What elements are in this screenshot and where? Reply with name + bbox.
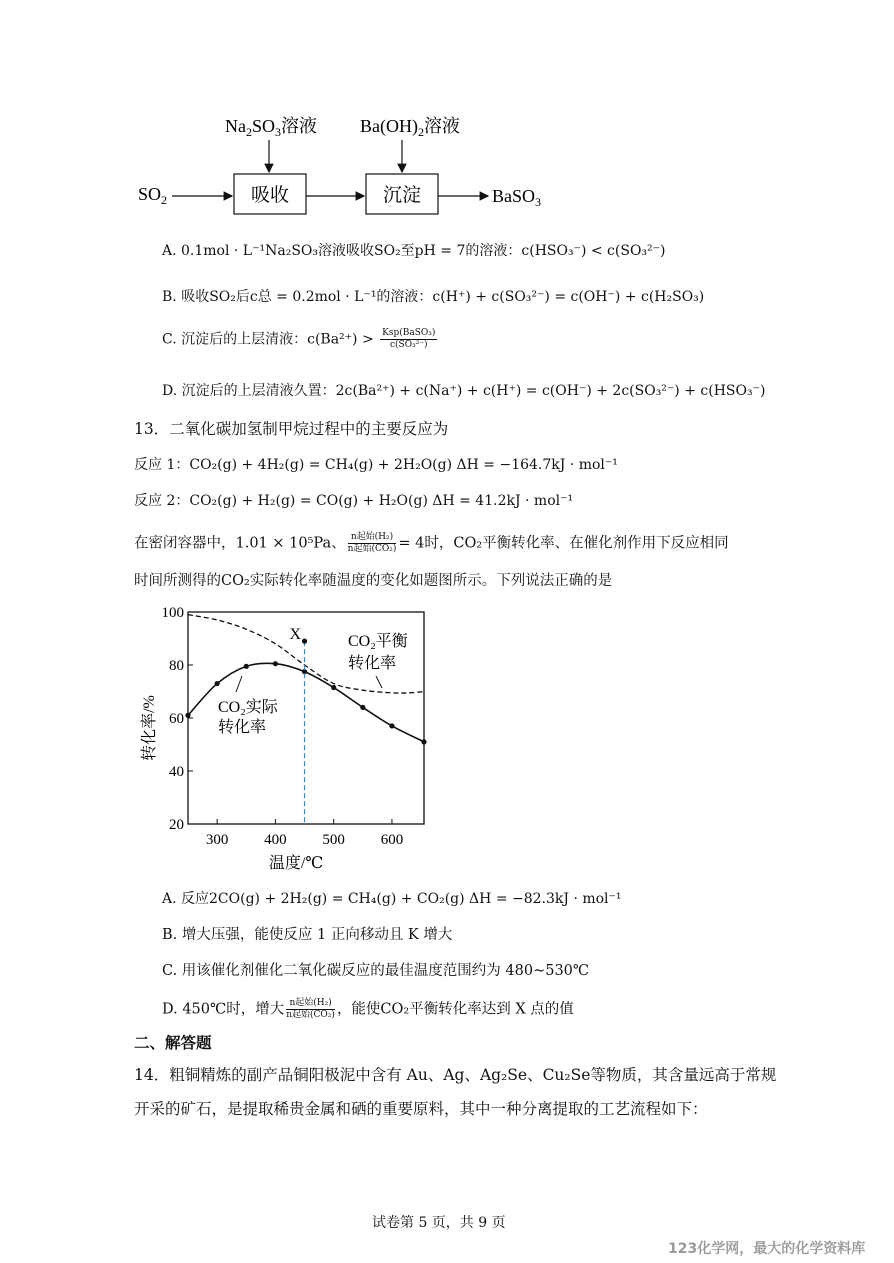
actual-label: CO₂实际 [218,699,278,716]
q13-stem: 13．二氧化碳加氢制甲烷过程中的主要反应为 [134,420,449,438]
q13-option-d[interactable] [162,998,574,1021]
conversion-rate-chart [130,598,450,878]
process-flow-diagram [130,108,590,218]
actual-data-point [331,685,336,690]
q13-cond-prefix: 在密闭容器中，1.01 × 10⁵Pa、 [134,535,346,552]
q12-option-c-fraction [380,328,437,351]
equilibrium-conversion-line [188,615,424,693]
q13-cond-suffix: = 4时，CO₂平衡转化率、在催化剂作用下反应相同 [398,535,729,552]
q13-d-denominator: n起始(CO₂) [286,1010,335,1020]
actual-data-point [215,681,220,686]
equilibrium-label-line2: 转化率 [348,655,397,672]
q13-option-a[interactable]: A. 反应2CO(g) + 2H₂(g) = CH₄(g) + CO₂(g) ΔH = −82.3kJ · mol⁻¹ [162,891,622,907]
q12-option-c-text: C. 沉淀后的上层清液：c(Ba²⁺) > [162,331,374,348]
q13-reaction-1: 反应 1：CO₂(g) + 4H₂(g) = CH₄(g) + 2H₂O(g) ΔH = −164.7kJ · mol⁻¹ [134,457,618,473]
equilibrium-label: CO₂平衡 [348,633,408,650]
y-axis-label: 转化率/% [141,695,158,761]
y-tick-label: 80 [169,658,184,674]
y-tick-label: 60 [169,711,184,727]
actual-data-point [244,664,249,669]
q12-c-denominator: c(SO₃²⁻) [390,340,428,350]
q13-option-d-fraction [286,998,335,1021]
y-tick-label: 40 [169,764,184,780]
page-footer: 试卷第 5 页，共 9 页 [372,1215,506,1231]
flow-input-right: $Ba(OH)_2$溶液 [360,116,460,139]
x-tick-label: 300 [205,832,229,848]
section-heading: 二、解答题 [134,1033,212,1052]
x-tick-label: 600 [380,832,404,848]
actual-label-line2: 转化率 [218,719,267,736]
q13-option-d-prefix: D. 450℃时，增大 [162,1001,285,1018]
q12-option-c[interactable] [162,328,439,351]
flow-input-left: $Na_2SO_3$溶液 [225,116,318,139]
x-point-label: X [289,626,302,644]
q13-conditions [134,532,729,555]
q13-option-c[interactable]: C. 用该催化剂催化二氧化碳反应的最佳温度范围约为 480~530℃ [162,963,590,979]
q14-line-2: 开采的矿石，是提取稀贵金属和硒的重要原料，其中一种分离提取的工艺流程如下： [134,1100,708,1118]
x-tick-label: 500 [322,832,345,848]
q13-reaction-2: 反应 2：CO₂(g) + H₂(g) = CO(g) + H₂O(g) ΔH = 41.2kJ · mol⁻¹ [134,493,574,509]
q13-d-numerator: n起始(H₂) [286,998,335,1010]
equilibrium-leader [376,676,382,688]
actual-data-point [421,739,426,744]
flow-feed: $SO_2$ [138,184,168,207]
actual-data-point [185,713,190,718]
q13-line-2: 时间所测得的CO₂实际转化率随温度的变化如题图所示。下列说法正确的是 [134,573,613,589]
y-tick-label: 20 [169,817,184,833]
q13-cond-fraction [348,532,397,555]
watermark: 123化学网，最大的化学资料库 [668,1241,866,1257]
q13-option-b[interactable]: B. 增大压强，能使反应 1 正向移动且 K 增大 [162,927,453,943]
flow-box2-label: 沉淀 [383,185,422,206]
actual-data-point [360,705,365,710]
actual-leader [236,676,242,692]
q13-cond-numerator: n起始(H₂) [348,532,397,544]
q12-option-a[interactable]: A. 0.1mol · L⁻¹Na₂SO₃溶液吸收SO₂至pH = 7的溶液：c(HSO₃⁻) < c(SO₃²⁻) [162,243,666,259]
x-tick-label: 400 [264,832,287,848]
y-tick-label: 100 [161,605,184,621]
q12-option-d[interactable]: D. 沉淀后的上层清液久置：2c(Ba²⁺) + c(Na⁺) + c(H⁺) = c(OH⁻) + 2c(SO₃²⁻) + c(HSO₃⁻) [162,383,766,399]
actual-data-point [389,723,394,728]
q13-option-d-suffix: ，能使CO₂平衡转化率达到 X 点的值 [336,1001,574,1018]
x-point [302,639,307,644]
q12-c-numerator: Ksp(BaSO₃) [382,328,436,338]
x-axis-label: 温度/℃ [268,855,324,872]
q14-line-1: 14．粗铜精炼的副产品铜阳极泥中含有 Au、Ag、Ag₂Se、Cu₂Se等物质，其含量远高于常规 [134,1066,777,1084]
q13-cond-denominator: n起始(CO₂) [347,544,397,554]
flow-box1-label: 吸收 [251,185,290,206]
flow-product: BaSO$_3$ [492,186,542,209]
actual-data-point [273,661,278,666]
q12-option-b[interactable]: B. 吸收SO₂后c总 = 0.2mol · L⁻¹的溶液：c(H⁺) + c(SO₃²⁻) = c(OH⁻) + c(H₂SO₃) [162,289,705,305]
